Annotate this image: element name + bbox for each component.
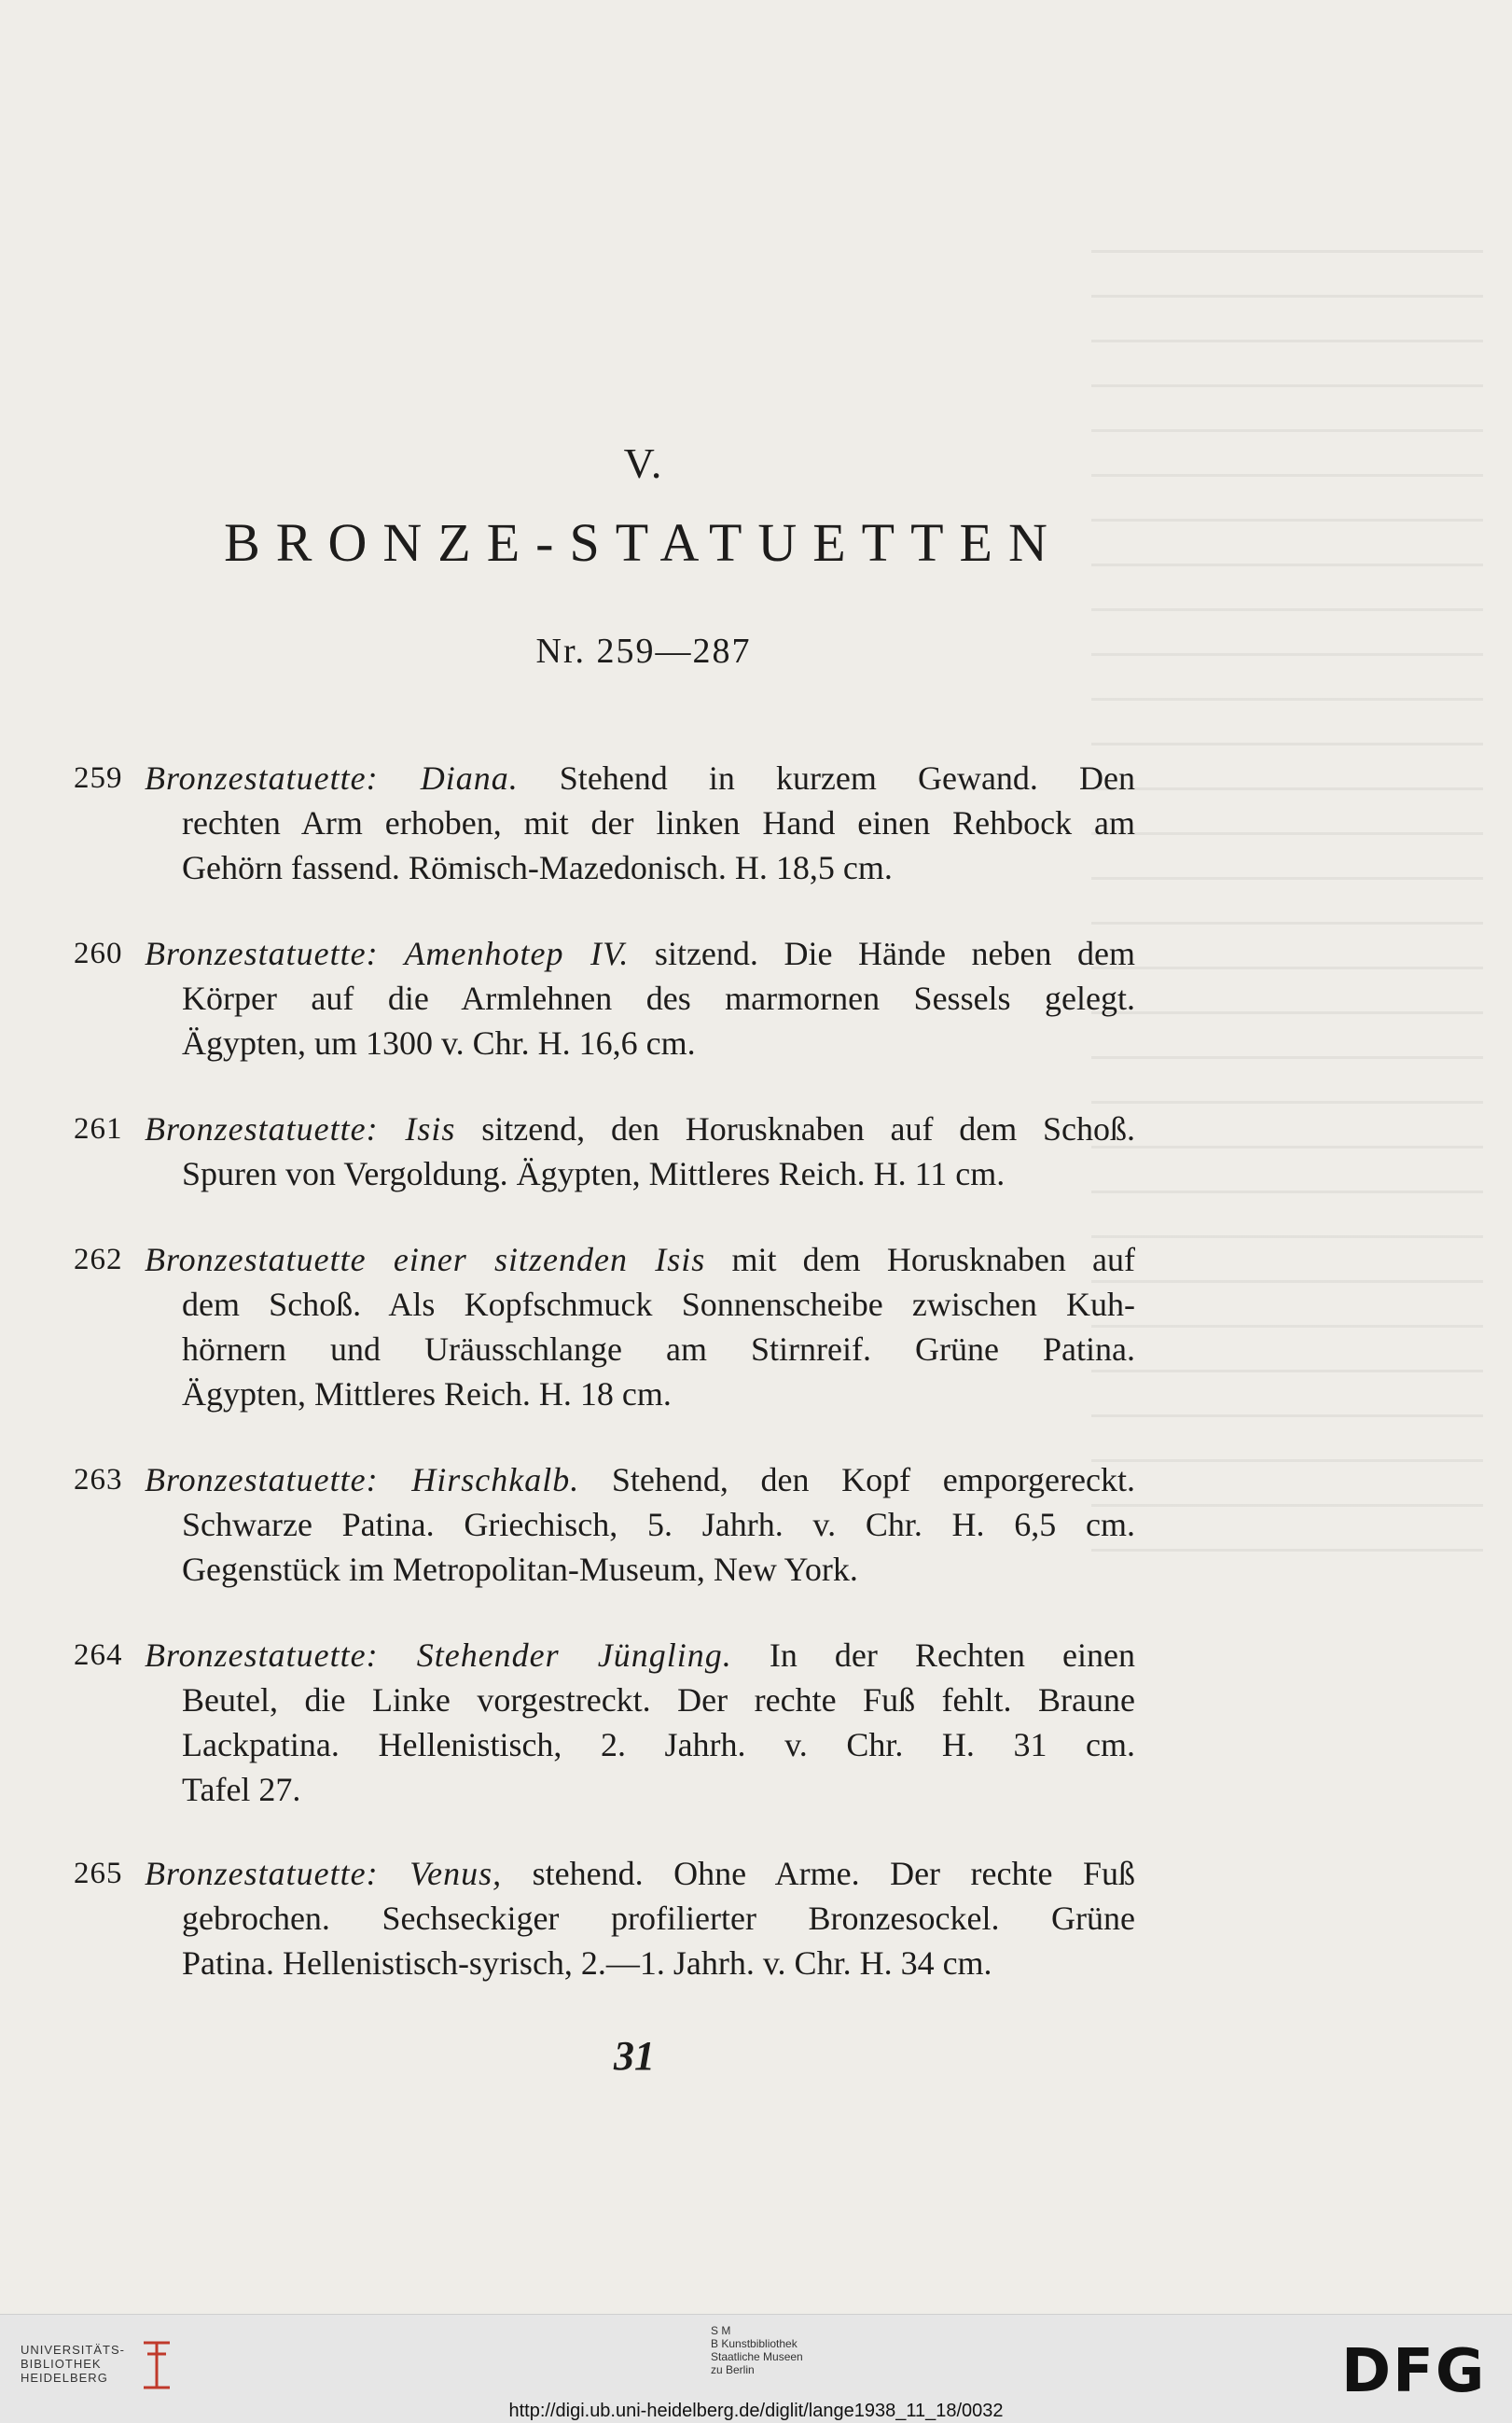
entry-text: Schwarze Patina. Griechisch, 5. Jahrh. v. Chr. H. 6,5 cm. [182, 1506, 1135, 1543]
page-number: 31 [614, 2033, 655, 2079]
dfg-logo[interactable]: DFG [1341, 2337, 1487, 2406]
entry-line [145, 1547, 1135, 1592]
entry-title: Bronzestatuette: Hirschkalb. [145, 1461, 580, 1498]
entry-title: Bronzestatuette: Stehender Jüngling. [145, 1636, 732, 1674]
entry-text: Patina. Hellenistisch-syrisch, 2.—1. Jahrh. v. Chr. H. 34 cm. [182, 1944, 992, 1982]
entry-text: Beutel, die Linke vorgestreckt. Der rechte Fuß fehlt. Braune [182, 1681, 1135, 1719]
entry-text: dem Schoß. Als Kopfschmuck Sonnenscheibe zwischen Kuh- [182, 1286, 1135, 1323]
show-through-texture [1091, 215, 1483, 1567]
entry-line [145, 1327, 1135, 1372]
entry-number: 261 [74, 1112, 123, 1146]
entry-title: Bronzestatuette: Isis [145, 1110, 456, 1148]
library-logo-line: Staatliche Museen [711, 2350, 803, 2363]
catalog-entry [74, 931, 1136, 1065]
entry-line [145, 1633, 1135, 1678]
entry-line [145, 1457, 1135, 1502]
entry-text: Gehörn fassend. Römisch-Mazedonisch. H. 18,5 cm. [182, 849, 893, 886]
catalog-entry [74, 1851, 1136, 1985]
entry-line [145, 1107, 1135, 1151]
entry-text: Ägypten, um 1300 v. Chr. H. 16,6 cm. [182, 1024, 696, 1062]
entry-line [145, 1851, 1135, 1896]
entry-line [145, 801, 1135, 845]
university-library-logo[interactable] [21, 2343, 125, 2385]
kunstbibliothek-logo[interactable] [711, 2324, 803, 2376]
section-title: BRONZE-STATUETTEN [224, 512, 1063, 573]
university-logo-line: HEIDELBERG [21, 2371, 108, 2385]
entry-title: Bronzestatuette: Amenhotep IV. [145, 935, 630, 972]
university-logo-line: UNIVERSITÄTS- [21, 2343, 125, 2357]
catalog-entry [74, 1457, 1135, 1592]
entry-line [145, 1021, 1135, 1065]
footer-bar [0, 2314, 1512, 2423]
entry-text: Ägypten, Mittleres Reich. H. 18 cm. [182, 1375, 672, 1413]
entry-text: stehend. Ohne Arme. Der rechte Fuß [502, 1855, 1136, 1892]
entry-text: mit dem Horusknaben auf [705, 1241, 1135, 1278]
entry-text: In der Rechten einen [731, 1636, 1135, 1674]
entry-text: sitzend, den Horusknaben auf dem Schoß. [455, 1110, 1135, 1148]
entry-line [145, 845, 1135, 890]
entry-line [145, 1237, 1135, 1282]
entry-title: Bronzestatuette: Venus, [145, 1855, 503, 1892]
catalog-entry [74, 1237, 1135, 1416]
entry-line [145, 1767, 1135, 1812]
entry-text: Körper auf die Armlehnen des marmornen Sessels gelegt. [182, 980, 1135, 1017]
entry-line [145, 1678, 1135, 1722]
entry-line [145, 1896, 1135, 1941]
entry-number: 260 [74, 937, 123, 970]
permalink-url[interactable]: http://digi.ub.uni-heidelberg.de/diglit/lange1938_11_18/0032 [508, 2401, 1004, 2421]
entry-line [145, 1151, 1135, 1196]
entry-number: 262 [74, 1243, 123, 1276]
entry-title: Bronzestatuette: Diana. [145, 759, 519, 797]
entry-text: Tafel 27. [182, 1771, 301, 1808]
entry-line [145, 1941, 1135, 1985]
entry-line [145, 931, 1135, 976]
catalog-entry [74, 756, 1135, 890]
entry-text: gebrochen. Sechseckiger profilierter Bronzesockel. Grüne [182, 1900, 1135, 1937]
entry-number: 265 [74, 1857, 123, 1890]
section-number: V. [623, 439, 664, 487]
entry-title: Bronzestatuette einer sitzenden Isis [145, 1241, 706, 1278]
university-emblem-icon [138, 2335, 175, 2395]
entry-line [145, 1372, 1135, 1416]
entry-number: 264 [74, 1638, 123, 1672]
entry-number: 259 [74, 761, 123, 795]
entry-line [145, 756, 1135, 801]
library-logo-line: zu Berlin [711, 2363, 755, 2376]
entry-text: rechten Arm erhoben, mit der linken Hand einen Rehbock am [182, 804, 1135, 842]
entry-text: Stehend, den Kopf emporgereckt. [579, 1461, 1135, 1498]
entry-text: sitzend. Die Hände neben dem [629, 935, 1136, 972]
entry-text: hörnern und Uräusschlange am Stirnreif. Grüne Patina. [182, 1330, 1135, 1368]
university-logo-line: BIBLIOTHEK [21, 2357, 102, 2371]
entry-line [145, 976, 1135, 1021]
entry-line [145, 1722, 1135, 1767]
section-range: Nr. 259—287 [535, 632, 752, 671]
entry-number: 263 [74, 1463, 123, 1497]
entry-text: Spuren von Vergoldung. Ägypten, Mittleres Reich. H. 11 cm. [182, 1155, 1006, 1192]
catalog-entry [74, 1107, 1135, 1196]
entry-text: Stehend in kurzem Gewand. Den [518, 759, 1135, 797]
catalog-entry [74, 1633, 1135, 1812]
entry-line [145, 1502, 1135, 1547]
entry-line [145, 1282, 1135, 1327]
library-logo-line: S M [711, 2324, 731, 2337]
entry-text: Gegenstück im Metropolitan-Museum, New York. [182, 1551, 858, 1588]
entry-text: Lackpatina. Hellenistisch, 2. Jahrh. v. Chr. H. 31 cm. [182, 1726, 1135, 1763]
library-logo-line: B Kunstbibliothek [711, 2337, 798, 2350]
